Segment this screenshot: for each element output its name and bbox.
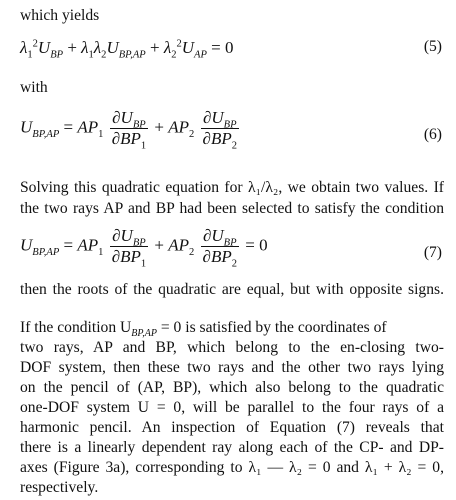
paragraph-4-line-8: axes (Figure 3a), corresponding to λ₁ — λ₂ = 0 and λ₁ + λ₂ = 0,: [20, 459, 444, 476]
paragraph-3: then the roots of the quadratic are equal, but with opposite signs.: [20, 281, 444, 298]
paragraph-2-line-1: Solving this quadratic equation for λ₁/λ₂, we obtain two values. If: [20, 179, 444, 196]
paragraph-4-line-1: If the condition $U_{BP,AP} = 0$ is satisfied by the coordinates of: [20, 319, 387, 340]
paragraph-4-line-2: two rays, AP and BP, which belong to the en-closing two-: [20, 339, 444, 356]
paragraph-4-line-4: on the pencil of (AP, BP), which also belong to the quadratic: [20, 379, 444, 396]
equation-5: $\lambda_1^2U_{BP} + \lambda_1\lambda_2U_{BP,AP} + \lambda_2^2U_{AP} = 0$ (5): [20, 38, 442, 61]
text-which-yields: which yields: [20, 7, 100, 24]
text-with: with: [20, 79, 48, 96]
equation-6-number: (6): [423, 126, 442, 143]
equation-7: $U_{BP,AP} = AP_1$ $\frac{\partial U_{BP}}{\partial BP_1}$ + $AP_2$ $\frac{\partial U_{BP}}{\partial BP_2}$ = 0 (7): [20, 226, 442, 270]
paragraph-4-line-6: harmonic pencil. An inspection of Equation (7) reveals that: [20, 419, 444, 436]
paragraph-2-line-2: the two rays AP and BP had been selected to satisfy the condition: [20, 200, 444, 217]
paragraph-4-line-5: one-DOF system U = 0, will be parallel to the four rays of a: [20, 399, 444, 416]
paragraph-4-line-9: respectively.: [20, 479, 99, 496]
equation-7-number: (7): [423, 244, 442, 261]
paragraph-4-line-7: there is a linearly dependent ray along each of the CP- and DP-: [20, 439, 444, 456]
equation-6: $U_{BP,AP} = AP_1$ $\frac{\partial U_{BP}}{\partial BP_1}$ + $AP_2$ $\frac{\partial U_{BP}}{\partial BP_2}$ (6): [20, 108, 442, 152]
paragraph-4-line-3: DOF system, then these two rays and the other two rays lying: [20, 359, 444, 376]
equation-5-number: (5): [423, 38, 442, 55]
